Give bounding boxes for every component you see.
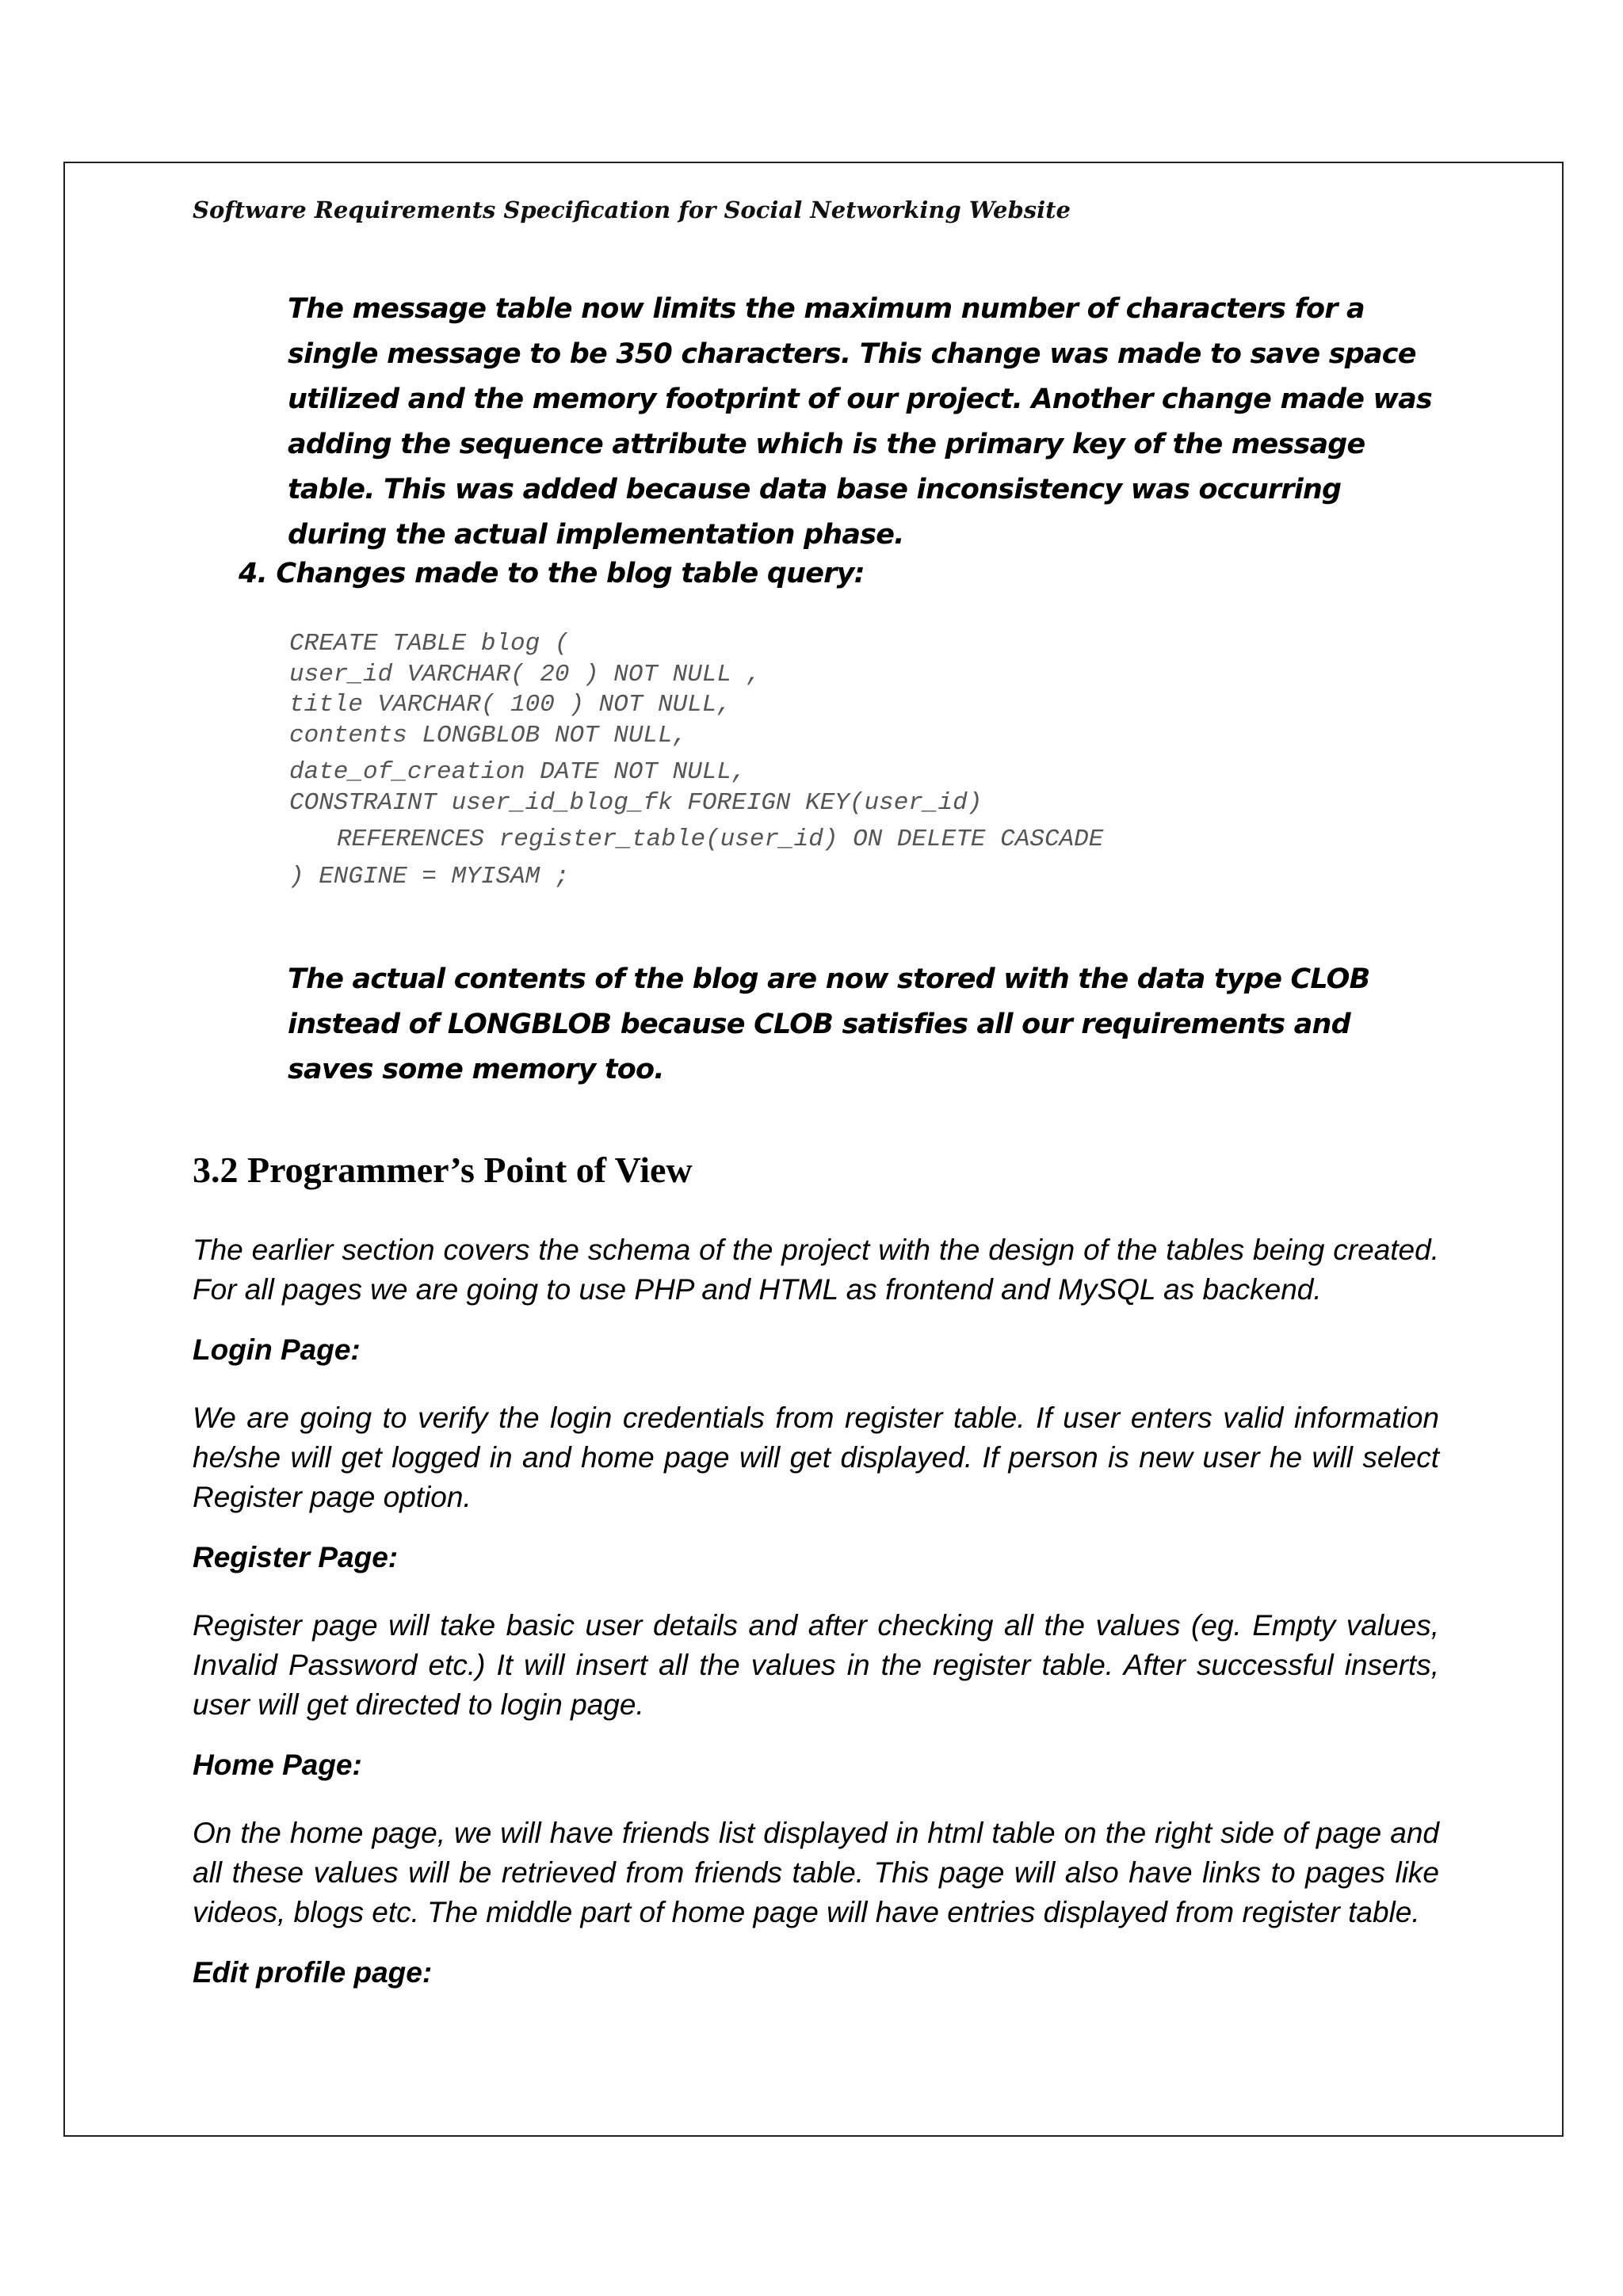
code-line: CREATE TABLE blog ( bbox=[289, 630, 570, 658]
message-change-note: The message table now limits the maximum number of characters for a single message to be 350 characters. This change was made to save space utilized and the memory footprint of our project. Another change made was adding the sequence attribute which is the primary key of the message table. This was added because data base inconsistency was occurring during the actual implementation phase. bbox=[288, 293, 1432, 551]
code-line: REFERENCES register_table(user_id) ON DELETE CASCADE bbox=[337, 826, 1104, 853]
section-intro: The earlier section covers the schema of the project with the design of the tables being created. For all pages we are going to use PHP and HTML as frontend and MySQL as backend. bbox=[193, 1234, 1439, 1306]
section-title: 3.2 Programmer’s Point of View bbox=[193, 1150, 693, 1190]
blog-change-heading: 4. Changes made to the blog table query: bbox=[239, 558, 865, 589]
edit-profile-page-heading: Edit profile page: bbox=[193, 1956, 433, 1989]
running-header: Software Requirements Specification for Social Networking Website bbox=[193, 196, 1071, 223]
home-page-text: On the home page, we will have friends list displayed in html table on the right side of page and all these values will be retrieved from friends table. This page will also have links to pages like videos, blogs etc. The middle part of home page will have entries displayed from register table. bbox=[193, 1817, 1439, 1928]
register-page-text: Register page will take basic user details and after checking all the values (eg. Empty values, Invalid Password etc.) It will insert all the values in the register table. After successful inserts, user will get directed to login page. bbox=[193, 1609, 1439, 1721]
code-line: date_of_creation DATE NOT NULL, bbox=[289, 758, 747, 786]
register-page-heading: Register Page: bbox=[193, 1541, 399, 1573]
blog-table-sql-code bbox=[289, 629, 1103, 892]
code-line: CONSTRAINT user_id_blog_fk FOREIGN KEY(user_id) bbox=[289, 788, 983, 817]
code-line: contents LONGBLOB NOT NULL, bbox=[289, 721, 688, 749]
code-line: ) ENGINE = MYISAM ; bbox=[289, 862, 570, 891]
code-line: title VARCHAR( 100 ) NOT NULL, bbox=[289, 691, 732, 719]
blog-change-note: The actual contents of the blog are now stored with the data type CLOB instead of LONGBLOB because CLOB satisfies all our requirements and saves some memory too. bbox=[288, 963, 1370, 1085]
login-page-text: We are going to verify the login credentials from register table. If user enters valid information he/she will get logged in and home page will get displayed. If person is new user he will select Register page option. bbox=[193, 1402, 1439, 1513]
code-line: user_id VARCHAR( 20 ) NOT NULL , bbox=[289, 660, 762, 688]
login-page-heading: Login Page: bbox=[193, 1333, 361, 1366]
home-page-heading: Home Page: bbox=[193, 1749, 362, 1781]
